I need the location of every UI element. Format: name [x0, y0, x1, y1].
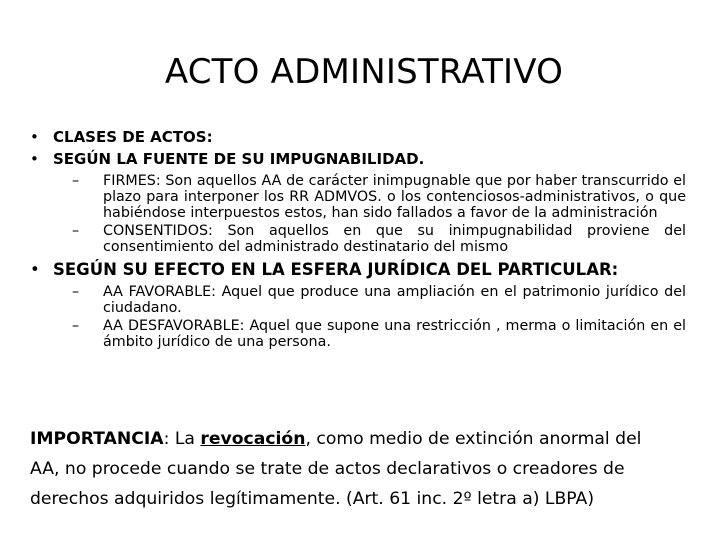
bullet-efecto — [30, 258, 686, 281]
dash-marker: – — [72, 284, 80, 300]
sub-item-firmes — [72, 173, 686, 221]
bullet-dot: • — [30, 260, 40, 279]
bullet-text: SEGÚN LA FUENTE DE SU IMPUGNABILIDAD. — [53, 150, 425, 168]
dash-marker: – — [72, 173, 80, 189]
importance-rest: , como medio de extinción anormal del AA, no procede cuando se trate de actos declarativos o creadores de derechos adquiridos legítimamente. (Art. 61 inc. 2º letra a) LBPA) — [30, 429, 642, 509]
sub-item-favorable — [72, 284, 686, 316]
slide-title: ACTO ADMINISTRATIVO — [164, 52, 564, 92]
bullet-clases — [30, 126, 686, 148]
bullet-fuente — [30, 148, 686, 170]
sub-item-text: AA DESFAVORABLE: Aquel que supone una restricción , merma o limitación en el ámbito jurídico de una persona. — [103, 318, 686, 350]
dash-marker: – — [72, 318, 80, 334]
importance-colon: : La — [163, 429, 201, 449]
bullet-dot: • — [30, 128, 39, 146]
importance-label: IMPORTANCIA — [30, 429, 164, 449]
importance-paragraph — [30, 424, 670, 514]
bullet-text: CLASES DE ACTOS: — [53, 128, 213, 146]
bullet-text: SEGÚN SU EFECTO EN LA ESFERA JURÍDICA DEL PARTICULAR: — [53, 260, 619, 279]
bullet-dot: • — [30, 150, 39, 168]
revocacion-link: revocación — [200, 429, 306, 449]
sub-item-text: AA FAVORABLE: Aquel que produce una ampliación en el patrimonio jurídico del ciudadano. — [103, 284, 686, 316]
slide-content — [30, 126, 686, 350]
sub-item-consentidos — [72, 223, 686, 255]
sub-item-text: FIRMES: Son aquellos AA de carácter inimpugnable que por haber transcurrido el plazo para interponer los RR ADMVOS. o los contenciosos-administrativos, o que habiéndose interpuestos estos, han sido fallados a favor de la administración — [103, 173, 686, 221]
sub-item-text: CONSENTIDOS: Son aquellos en que su inimpugnabilidad proviene del consentimiento del administrado destinatario del mismo — [103, 223, 686, 255]
dash-marker: – — [72, 223, 80, 239]
sub-item-desfavorable — [72, 318, 686, 350]
